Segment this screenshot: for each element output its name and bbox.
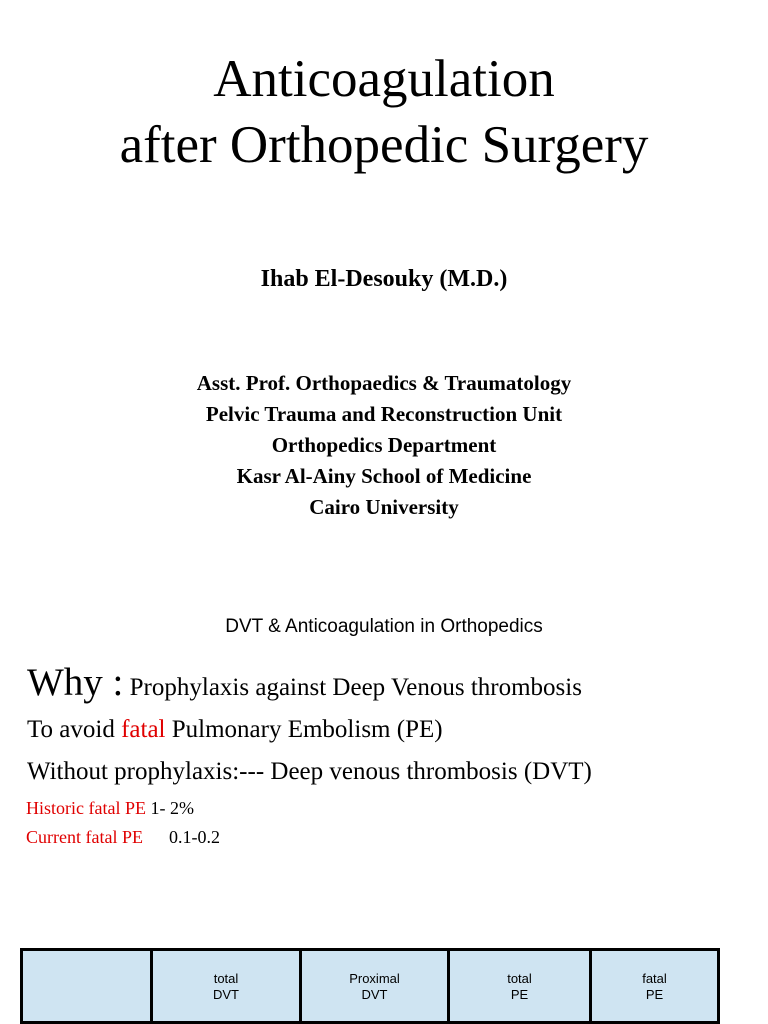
avoid-suffix: Pulmonary Embolism (PE) — [165, 716, 443, 743]
affiliation-line: Orthopedics Department — [271, 433, 497, 457]
historic-label: Historic fatal PE — [26, 798, 151, 818]
avoid-prefix: To avoid — [27, 716, 122, 743]
why-text: Prophylaxis against Deep Venous thrombosis — [129, 674, 582, 701]
table-header-cell: total DVT — [152, 950, 301, 1023]
historic-fatal-pe — [26, 798, 194, 819]
current-value: 0.1-0.2 — [168, 827, 220, 847]
current-fatal-pe — [26, 827, 220, 848]
slide2-subtitle: DVT & Anticoagulation in Orthopedics — [225, 616, 543, 637]
affiliation-line: Asst. Prof. Orthopaedics & Traumatology — [196, 371, 572, 395]
table-header-row — [22, 950, 719, 1023]
table-header-cell: total PE — [449, 950, 591, 1023]
affiliation-block — [0, 368, 768, 523]
avoid-line — [27, 716, 443, 744]
current-label: Current fatal PE — [26, 827, 143, 847]
historic-value: 1- 2% — [150, 798, 194, 818]
author-name: Ihab El-Desouky (M.D.) — [260, 266, 508, 292]
table-header-cell — [22, 950, 152, 1023]
table-header-cell: Proximal DVT — [301, 950, 449, 1023]
affiliation-line: Cairo University — [309, 495, 459, 519]
why-line — [27, 660, 582, 705]
title-line-1: Anticoagulation — [213, 50, 555, 108]
slide-title — [0, 46, 768, 178]
affiliation-line: Pelvic Trauma and Reconstruction Unit — [205, 402, 563, 426]
without-prophylaxis-line: Without prophylaxis:--- Deep venous thrombosis (DVT) — [27, 758, 592, 785]
incidence-table — [20, 948, 720, 1024]
title-line-2: after Orthopedic Surgery — [119, 116, 649, 174]
affiliation-line: Kasr Al-Ainy School of Medicine — [236, 464, 532, 488]
table-header-cell: fatal PE — [591, 950, 719, 1023]
avoid-fatal-word: fatal — [121, 716, 166, 743]
why-label: Why : — [27, 661, 124, 704]
